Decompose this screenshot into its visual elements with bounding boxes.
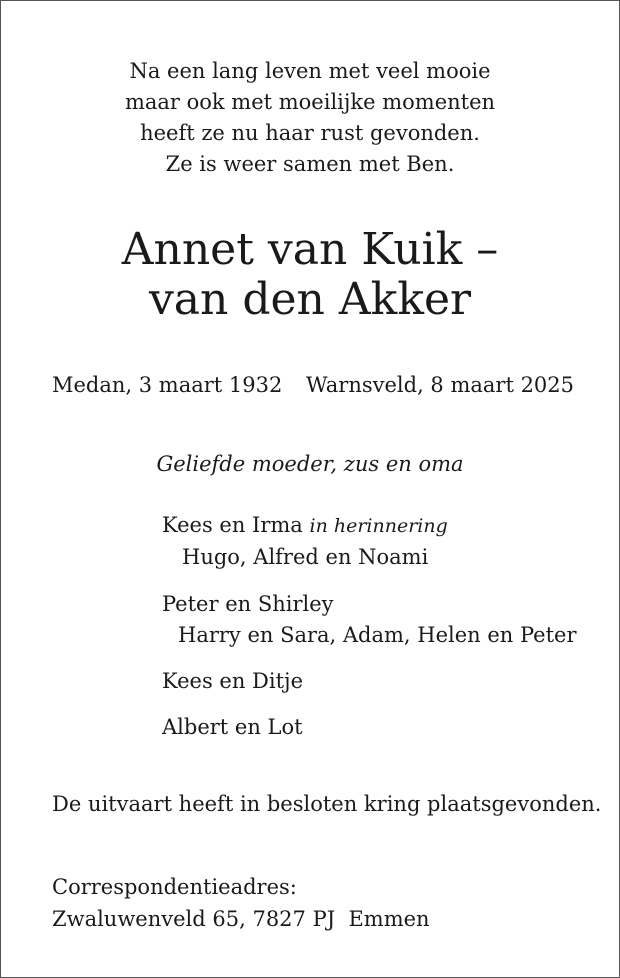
poem xyxy=(1,56,619,180)
family-parents: Kees en Ditje xyxy=(162,669,303,693)
correspondence-address: Zwaluwenveld 65, 7827 PJ Emmen xyxy=(52,907,430,931)
poem-line: heeft ze nu haar rust gevonden. xyxy=(140,121,480,145)
correspondence-block xyxy=(52,871,430,935)
family-parents: Albert en Lot xyxy=(162,715,303,739)
in-memory-note: in herinnering xyxy=(309,515,448,537)
family-entry-3 xyxy=(162,669,303,693)
funeral-note: De uitvaart heeft in besloten kring plaatsgevonden. xyxy=(52,792,602,816)
family-parents: Peter en Shirley xyxy=(162,592,334,616)
family-entry-2 xyxy=(162,592,334,616)
family-parents: Kees en Irma xyxy=(162,513,303,537)
name-line-1: Annet van Kuik – xyxy=(121,224,499,275)
family-entry-4 xyxy=(162,715,303,739)
death-date: Warnsveld, 8 maart 2025 xyxy=(306,373,575,397)
correspondence-label: Correspondentieadres: xyxy=(52,875,297,899)
birth-date: Medan, 3 maart 1932 xyxy=(52,373,283,397)
deceased-name xyxy=(1,225,619,325)
family-children: Hugo, Alfred en Noami xyxy=(182,545,429,569)
name-line-2: van den Akker xyxy=(148,274,472,325)
poem-line: Na een lang leven met veel mooie xyxy=(129,59,491,83)
poem-line: maar ook met moeilijke momenten xyxy=(124,90,496,114)
family-entry-1 xyxy=(162,513,448,537)
relation-line: Geliefde moeder, zus en oma xyxy=(156,452,464,476)
poem-line: Ze is weer samen met Ben. xyxy=(165,152,455,176)
family-children: Harry en Sara, Adam, Helen en Peter xyxy=(178,623,577,647)
